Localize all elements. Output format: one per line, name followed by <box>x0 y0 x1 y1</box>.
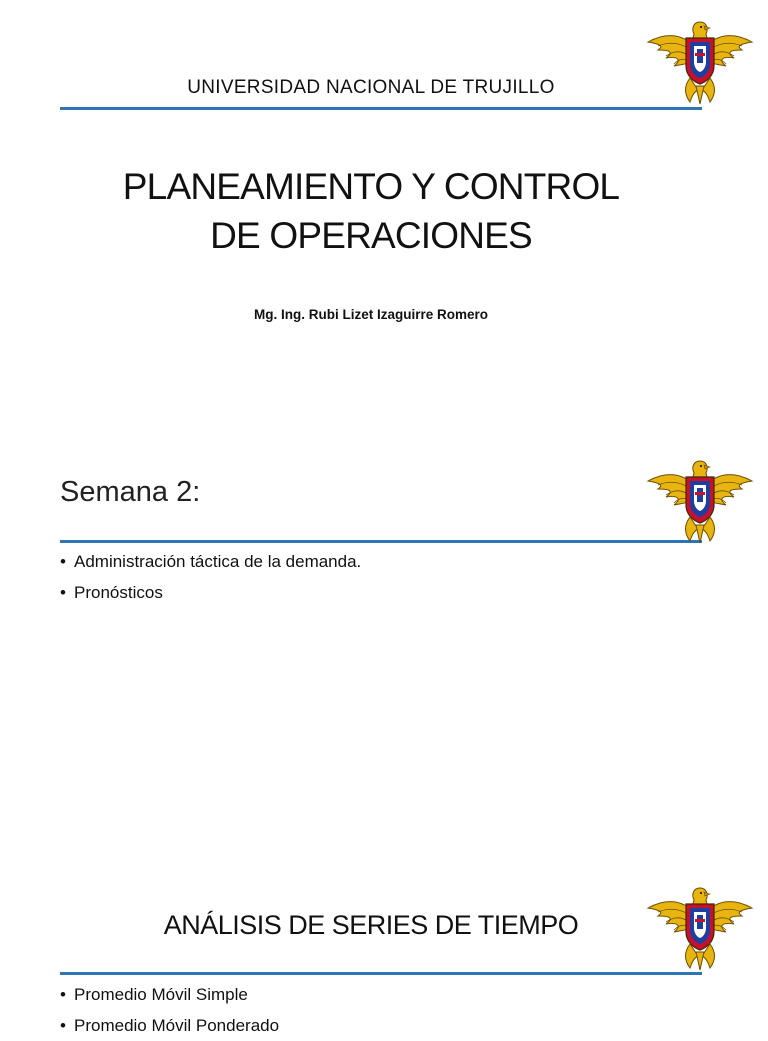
title-divider <box>60 540 702 543</box>
university-crest-icon <box>644 882 756 972</box>
method-list <box>60 979 279 1041</box>
title-divider <box>60 972 702 975</box>
university-crest-icon <box>644 16 756 106</box>
list-item: • Promedio Móvil Ponderado <box>60 1010 279 1041</box>
university-name: UNIVERSIDAD NACIONAL DE TRUJILLO <box>187 77 555 98</box>
course-title-line-2: DE OPERACIONES <box>210 215 532 256</box>
slide-title: Semana 2: <box>60 476 201 508</box>
list-item: • Administración táctica de la demanda. <box>60 546 361 577</box>
course-title-line-1: PLANEAMIENTO Y CONTROL <box>122 166 620 207</box>
list-item: • Pronósticos <box>60 577 361 608</box>
university-crest-icon <box>644 455 756 545</box>
header-divider <box>60 107 702 110</box>
topic-list <box>60 546 361 608</box>
list-item: • Promedio Móvil Simple <box>60 979 279 1010</box>
week-slide <box>0 440 768 860</box>
course-title <box>40 162 702 260</box>
title-slide <box>0 0 768 440</box>
slide-title: ANÁLISIS DE SERIES DE TIEMPO <box>163 910 579 940</box>
series-slide <box>0 860 768 1035</box>
instructor-name: Mg. Ing. Rubi Lizet Izaguirre Romero <box>253 307 488 322</box>
